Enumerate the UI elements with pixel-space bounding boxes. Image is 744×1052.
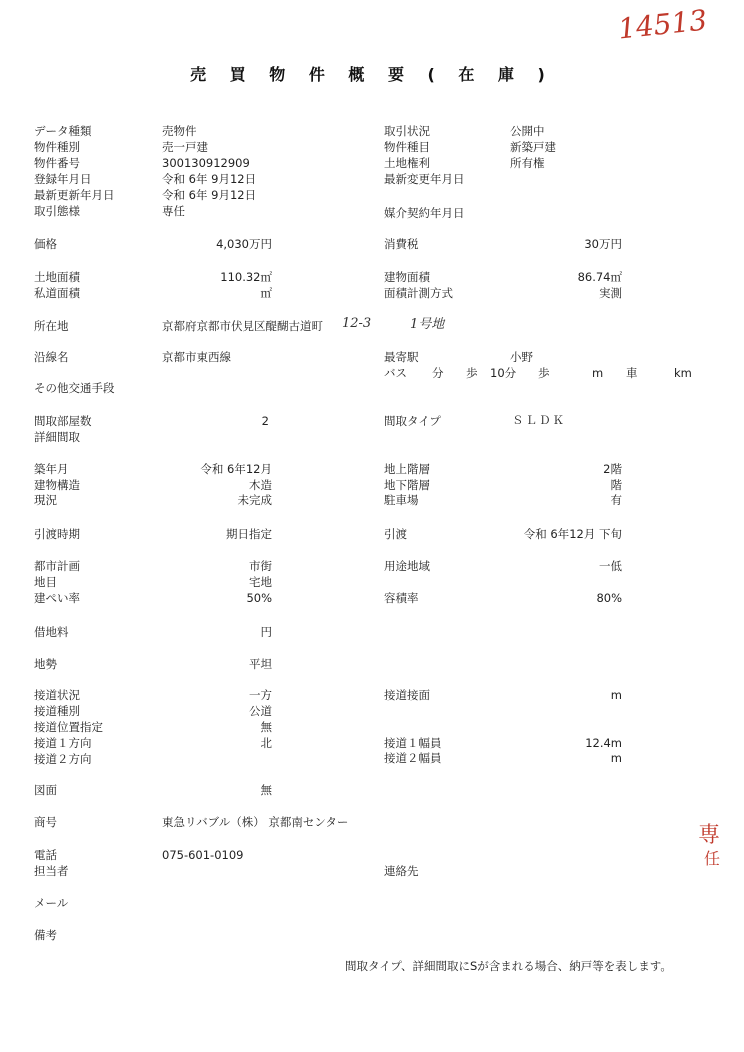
value-private-road-area: ㎡ <box>260 286 272 300</box>
value-road-face: m <box>610 688 622 702</box>
label-drawing: 図面 <box>34 783 57 797</box>
value-city-plan: 市街 <box>249 559 272 573</box>
label-building-area: 建物面積 <box>384 270 430 284</box>
value-far: 80% <box>596 591 622 605</box>
label-floors-below: 地下階層 <box>384 478 430 492</box>
label-private-road-area: 私道面積 <box>34 286 80 300</box>
value-handover-time: 期日指定 <box>226 527 272 541</box>
label-lease-fee: 借地料 <box>34 625 69 639</box>
value-rooms: 2 <box>261 414 269 428</box>
label-walk-m: m <box>592 366 604 380</box>
label-land-category: 地目 <box>34 575 57 589</box>
value-terrain: 平坦 <box>249 657 272 671</box>
page-title: 売 買 物 件 概 要 ( 在 庫 ) <box>190 65 554 84</box>
handwritten-stamp-top: 専 <box>698 823 721 848</box>
value-property-kind: 売一戸建 <box>162 140 208 154</box>
value-parking: 有 <box>610 493 622 507</box>
label-rooms: 間取部屋数 <box>34 414 92 428</box>
label-land-right: 土地権利 <box>384 156 430 170</box>
value-drawing: 無 <box>260 783 272 797</box>
footer-note: 間取タイプ、詳細間取にSが含まれる場合、納戸等を表します。 <box>345 959 672 973</box>
value-road-width2: m <box>610 751 622 765</box>
label-property-item: 物件種目 <box>384 140 430 154</box>
value-road-status: 一方 <box>249 688 272 702</box>
value-data-type: 売物件 <box>162 124 197 138</box>
label-road-designation: 接道位置指定 <box>34 720 103 734</box>
label-deal-type: 取引態様 <box>34 204 80 218</box>
label-road-dir2: 接道２方向 <box>34 752 92 766</box>
value-area-method: 実測 <box>599 286 622 300</box>
label-walk: 歩 <box>538 366 550 380</box>
label-contact: 連絡先 <box>384 864 419 878</box>
value-location: 京都府京都市伏見区醍醐古道町 <box>162 319 323 333</box>
value-building-area: 86.74㎡ <box>577 270 622 284</box>
value-price: 4,030万円 <box>216 237 272 251</box>
value-bcr: 50% <box>246 591 272 605</box>
label-price: 価格 <box>34 237 57 251</box>
value-property-item: 新築戸建 <box>510 140 556 154</box>
label-use-zone: 用途地域 <box>384 559 430 573</box>
value-status: 未完成 <box>237 493 272 507</box>
label-reg-date: 登録年月日 <box>34 172 92 186</box>
label-bcr: 建ぺい率 <box>34 591 80 605</box>
value-station: 小野 <box>510 350 533 364</box>
label-company: 商号 <box>34 815 57 829</box>
label-city-plan: 都市計画 <box>34 559 80 573</box>
label-road-width1: 接道１幅員 <box>384 736 442 750</box>
label-other-transport: その他交通手段 <box>34 381 115 395</box>
label-line: 沿線名 <box>34 350 69 364</box>
label-trade-status: 取引状況 <box>384 124 430 138</box>
label-handover: 引渡 <box>384 527 407 541</box>
value-floors-above: 2階 <box>603 462 622 476</box>
value-company: 東急リバブル（株） 京都南センター <box>162 815 349 829</box>
label-detail-layout: 詳細間取 <box>34 430 80 444</box>
label-road-width2: 接道２幅員 <box>384 751 442 765</box>
label-road-kind: 接道種別 <box>34 704 80 718</box>
value-use-zone: 一低 <box>599 559 622 573</box>
label-bus: バス <box>384 366 407 380</box>
value-lease-fee: 円 <box>260 625 272 639</box>
label-road-status: 接道状況 <box>34 688 80 702</box>
label-mail: メール <box>34 896 69 910</box>
value-handover: 令和 6年12月 下旬 <box>523 527 622 541</box>
label-floors-above: 地上階層 <box>384 462 430 476</box>
value-road-width1: 12.4m <box>585 736 622 750</box>
label-remarks: 備考 <box>34 928 57 942</box>
label-terrain: 地勢 <box>34 657 57 671</box>
label-station: 最寄駅 <box>384 350 419 364</box>
label-phone: 電話 <box>34 848 57 862</box>
value-reg-date: 令和 6年 9月12日 <box>162 172 257 186</box>
label-bus-walk: 歩 <box>466 366 478 380</box>
label-handover-time: 引渡時期 <box>34 527 80 541</box>
label-person: 担当者 <box>34 864 69 878</box>
handwritten-number: 14513 <box>616 3 709 46</box>
label-parking: 駐車場 <box>384 493 419 507</box>
label-tax: 消費税 <box>384 237 419 251</box>
label-far: 容積率 <box>384 591 419 605</box>
value-road-kind: 公道 <box>249 704 272 718</box>
label-property-kind: 物件種別 <box>34 140 80 154</box>
label-layout-type: 間取タイプ <box>384 414 441 428</box>
label-car: 車 <box>626 366 638 380</box>
label-last-change: 最新変更年月日 <box>384 172 465 186</box>
label-bus-min: 分 <box>432 366 444 380</box>
label-road-face: 接道接面 <box>384 688 430 702</box>
label-last-update: 最新更新年月日 <box>34 188 115 202</box>
value-last-update: 令和 6年 9月12日 <box>162 188 257 202</box>
label-built: 築年月 <box>34 462 69 476</box>
handwritten-stamp-bottom: 任 <box>704 849 721 868</box>
value-structure: 木造 <box>249 478 272 492</box>
value-deal-type: 専任 <box>162 204 185 218</box>
label-location: 所在地 <box>34 319 69 333</box>
value-road-designation: 無 <box>260 720 272 734</box>
label-land-area: 土地面積 <box>34 270 80 284</box>
value-layout-type: ＳＬＤＫ <box>512 413 566 427</box>
value-land-area: 110.32㎡ <box>220 270 272 284</box>
label-agency-date: 媒介契約年月日 <box>384 206 465 220</box>
label-status: 現況 <box>34 493 57 507</box>
label-km: km <box>674 366 692 380</box>
value-trade-status: 公開中 <box>510 124 545 138</box>
label-road-dir1: 接道１方向 <box>34 736 92 750</box>
label-property-no: 物件番号 <box>34 156 80 170</box>
value-built: 令和 6年12月 <box>200 462 272 476</box>
value-land-right: 所有権 <box>510 156 545 170</box>
value-floors-below: 階 <box>610 478 622 492</box>
label-area-method: 面積計測方式 <box>384 286 453 300</box>
value-land-category: 宅地 <box>249 575 272 589</box>
label-structure: 建物構造 <box>34 478 80 492</box>
label-data-type: データ種類 <box>34 124 92 138</box>
value-line: 京都市東西線 <box>162 350 231 364</box>
value-walk-min: 10分 <box>490 366 517 380</box>
value-tax: 30万円 <box>584 237 622 251</box>
handwritten-lot-number: 12-3 <box>342 316 372 331</box>
value-phone: 075-601-0109 <box>162 848 244 862</box>
handwritten-lot-note: 1号地 <box>410 317 445 332</box>
value-road-dir1: 北 <box>260 736 272 750</box>
value-property-no: 300130912909 <box>162 156 250 170</box>
